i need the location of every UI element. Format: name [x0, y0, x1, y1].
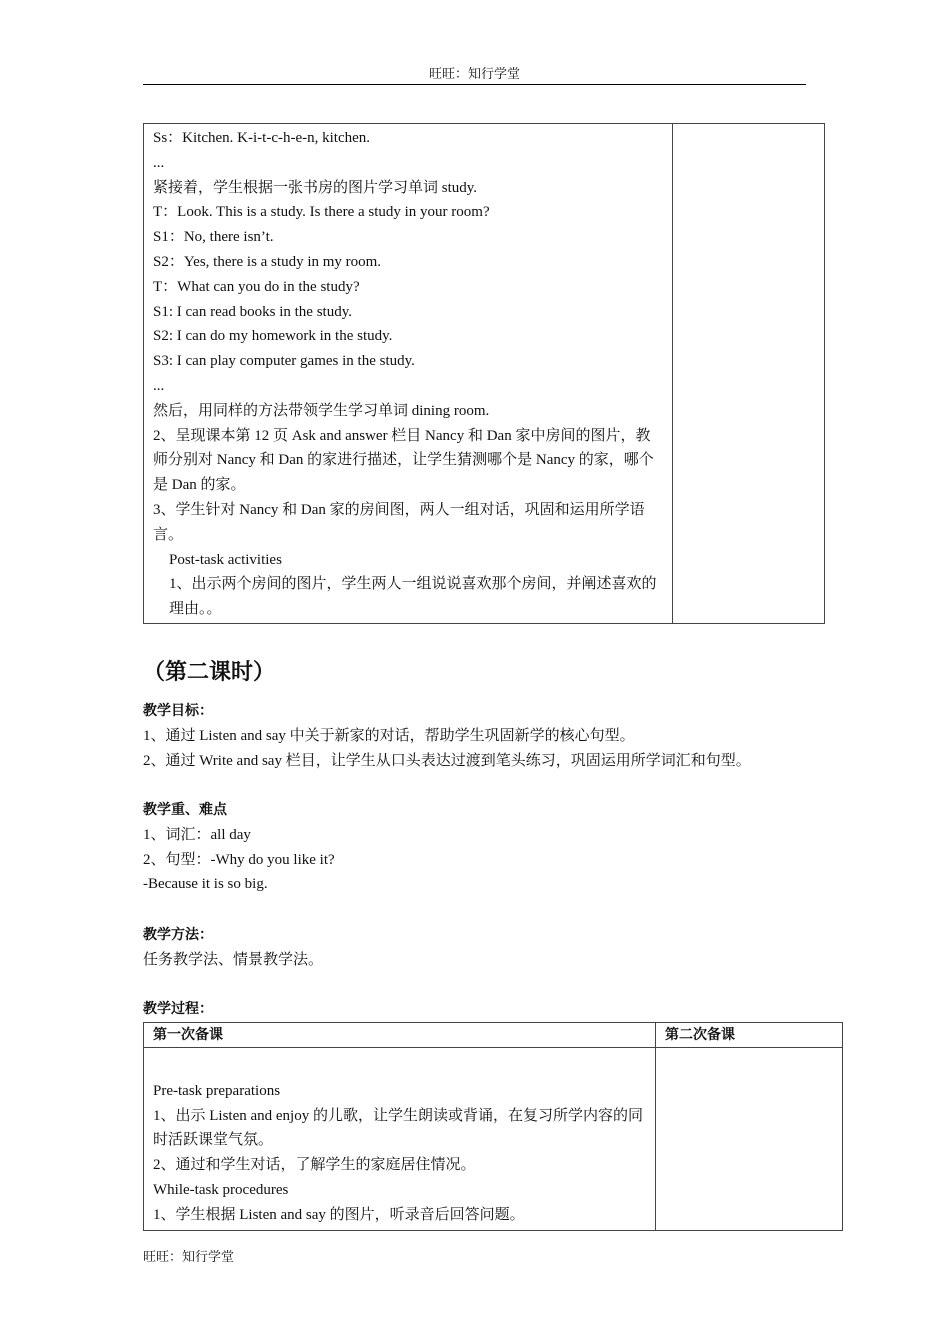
process-heading: 教学过程： [143, 1001, 213, 1017]
objective-item: 1、通过 Listen and say 中关于新家的对话，帮助学生巩固新学的核心句型。 [143, 727, 635, 744]
section-label-while-task: While-task procedures [153, 1181, 289, 1198]
page-footer: 旺旺：知行学堂 [143, 1249, 235, 1264]
process-section [143, 997, 843, 1022]
methods-section [143, 923, 843, 973]
instruction-line: 2、通过和学生对话，了解学生的家庭居住情况。 [153, 1157, 476, 1174]
section-label-pre-task: Pre-task preparations [153, 1082, 281, 1099]
dialogue-line: Ss：Kitchen. K-i-t-c-h-e-n, kitchen. [153, 130, 371, 146]
instruction-paragraph: 3、学生针对 Nancy 和 Dan 家的房间图，两人一组对话，巩固和运用所学语言。 [153, 501, 645, 543]
second-prep-cell [656, 1048, 843, 1231]
dialogue-line: S1：No, there isn’t. [153, 229, 274, 246]
objectives-section [143, 699, 843, 773]
instruction-paragraph: 1、出示两个房间的图片，学生两人一组说说喜欢那个房间，并阐述喜欢的理由。。 [169, 576, 657, 618]
dialogue-line: S2: I can do my homework in the study. [153, 328, 393, 345]
ellipsis-line: ... [153, 377, 165, 394]
lesson-title: （第二课时） [143, 660, 276, 685]
methods-heading: 教学方法： [143, 927, 213, 943]
page-header: 旺旺：知行学堂 [143, 66, 806, 85]
section-label-post-task: Post-task activities [169, 551, 282, 568]
objective-item: 2、通过 Write and say 栏目，让学生从口头表达过渡到笔头练习，巩固运用所学词汇和句型。 [143, 752, 751, 769]
ellipsis-line: ... [153, 154, 165, 171]
lesson-plan-table-continued [143, 123, 825, 624]
objectives-heading: 教学目标： [143, 703, 213, 719]
instruction-paragraph: 1、出示 Listen and enjoy 的儿歌，让学生朗读或背诵，在复习所学内容的同时活跃课堂气氛。 [153, 1107, 643, 1149]
key-points-section [143, 798, 843, 897]
dialogue-line: S2：Yes, there is a study in my room. [153, 253, 382, 270]
first-prep-cell [144, 124, 673, 624]
first-prep-cell [144, 1048, 656, 1231]
lesson-plan-table [143, 1022, 843, 1231]
dialogue-line: S3: I can play computer games in the study. [153, 353, 415, 370]
key-points-heading: 教学重、难点 [143, 802, 227, 818]
dialogue-line: S1: I can read books in the study. [153, 303, 352, 320]
second-prep-header: 第二次备课 [656, 1023, 843, 1048]
instruction-paragraph: 2、呈现课本第 12 页 Ask and answer 栏目 Nancy 和 Dan 家中房间的图片，教师分别对 Nancy 和 Dan 的家进行描述，让学生猜测哪个是 Nancy 的家，哪个是 Dan 的家。 [153, 427, 654, 494]
key-point-item: 2、句型：-Why do you like it? [143, 851, 335, 868]
key-point-item: 1、词汇：all day [143, 826, 251, 843]
first-prep-header: 第一次备课 [144, 1023, 656, 1048]
second-prep-cell [673, 124, 825, 624]
key-point-item: -Because it is so big. [143, 876, 268, 893]
dialogue-line: T：Look. This is a study. Is there a study in your room? [153, 204, 490, 221]
blank-line [153, 1054, 647, 1079]
instruction-line: 然后，用同样的方法带领学生学习单词 dining room. [153, 402, 490, 419]
dialogue-line: T：What can you do in the study? [153, 278, 360, 295]
instruction-line: 紧接着，学生根据一张书房的图片学习单词 study. [153, 179, 478, 196]
methods-text: 任务教学法、情景教学法。 [143, 951, 324, 968]
instruction-line: 1、学生根据 Listen and say 的图片，听录音后回答问题。 [153, 1206, 525, 1223]
